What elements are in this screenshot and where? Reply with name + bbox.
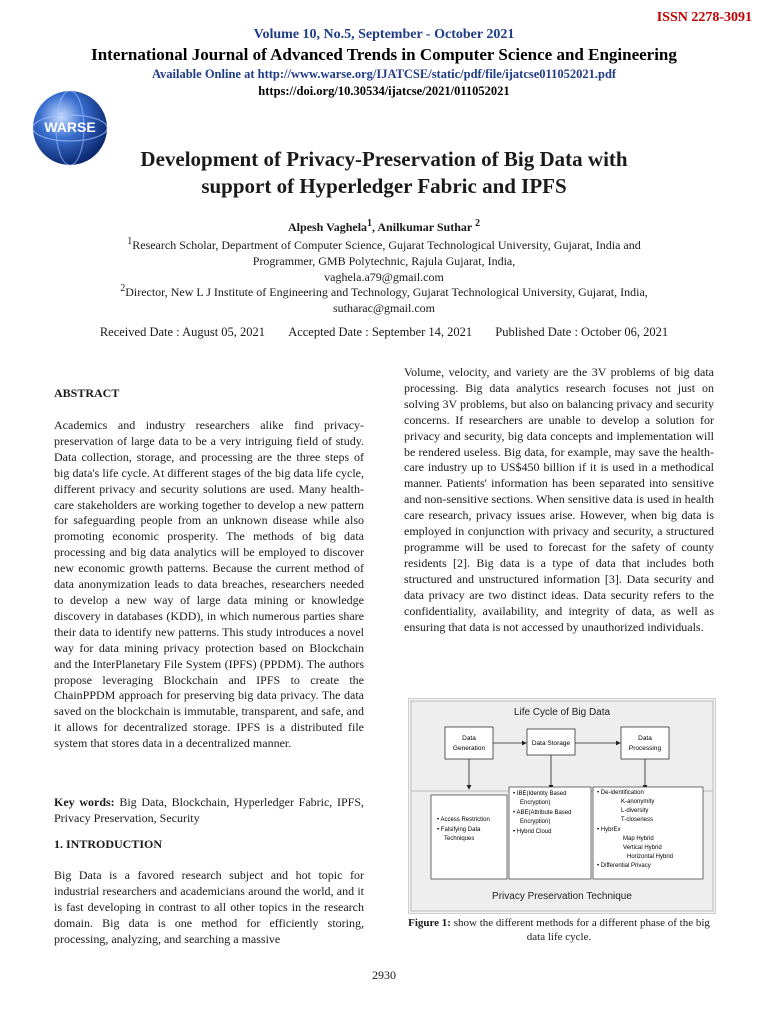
caption-label: Figure 1: [408, 917, 451, 929]
abstract-text: Academics and industry researchers alike find privacy-preservation of large data to be a very intriguing field of study. Data collection, storage, and processing are the three steps of big data's life cycle. At different stages of the big data life cycle, different privacy and security solutions are used. Many health-care stakeholders are working together to develop a new pattern for safeguarding people from an unknown disease while also promoting economic prosperity. The methods of big data processing and big data analytics will be employed to discover new economic growth patterns. Because the current method of data anonymization leads to data breaches, researchers needed to develop a new way of large data mining or knowledge discovery in databases (KDD), in which numerous parties share their data to identify new patterns. This study introduces a novel way for data mining privacy protection based on Blockchain and the InterPlanetary File System (IPFS) (PPDM). The authors propose leveraging Blockchain and IPFS to create the ChainPPDM approach for preserving big data privacy. The data saved on the blockchain is immutable, transparent, and safe, and it allows for decentralized storage. IPFS is a distributed file system that stores data in a decentralized manner. [54, 418, 364, 751]
intro-text-right: Volume, velocity, and variety are the 3V problems of big data processing. Big data analytics research focuses not just on solving 3V problems, but also on balancing privacy and security concerns. If researchers are unable to develop a solution for privacy and security, big data concepts and implementation will be rendered useless. Big data, for example, may save the health-care industry up to US$450 billion if it is used in a methodical manner. Patients' information has been separated into sensitive and non-sensitive sections. When sensitive data is used in health care research, privacy issues arise. However, when big data is employed in conjunction with privacy and security, a structured programme will be used to forecast for the safety of county residents [2]. Big data is a type of data that includes both structured and unstructured information [3]. Data security and data privacy are two distinct ideas. Data security refers to the confidentiality, availability, and integrity of data, as well as ensuring that data is not accessed by unauthorized individuals. [404, 365, 714, 634]
affil-2-sup: 2 [120, 283, 126, 294]
col1-item-2: • Falsifying Data [437, 827, 481, 833]
col1-item-1: • Access Restriction [437, 817, 490, 823]
affiliation-2 [88, 281, 680, 316]
volume-info: Volume 10, No.5, September - October 2021 [253, 27, 515, 42]
authors [0, 218, 768, 235]
col3-item-2: K-anonymity [621, 799, 655, 805]
author-1: Alpesh Vaghela [288, 220, 368, 234]
intro-text-left: Big Data is a favored research subject and hot topic for industrial researchers and academicians around the world, and it is fast developing in contrast to all other topics in the research domain. Big data is one method for efficiently storing, processing, analyzing, and searching a massive [54, 868, 364, 946]
keywords-label: Key words: [54, 795, 115, 809]
box2-label: Data Storage [531, 740, 571, 747]
figure-caption [404, 916, 714, 944]
box1-line-2: Generation [452, 745, 486, 752]
affiliation-1 [88, 234, 680, 285]
caption-text: show the different methods for a different phase of the big data life cycle. [450, 917, 710, 943]
available-online-link[interactable]: Available Online at http://www.warse.org/IJATCSE/static/pdf/file/ijatcse011052021.pdf [151, 67, 617, 81]
affil-2-line-1: Director, New L J Institute of Engineering and Technology, Gujarat Technological University, Gujarat, India, [125, 285, 648, 299]
keywords [54, 795, 364, 827]
author-separator: , [372, 220, 378, 234]
col3-item-4: T-closeness [621, 817, 654, 823]
received-date: Received Date : August 05, 2021 [99, 325, 266, 339]
box1-line-1: Data [462, 735, 476, 742]
affil-1-line-2: Programmer, GMB Polytechnic, Rajula Gujarat, India, [252, 254, 516, 268]
col3-item-3: L-diversity [621, 808, 649, 814]
data-processing-box [621, 727, 669, 759]
affil-1-email: vaghela.a79@gmail.com [324, 270, 444, 284]
author-1-sup: 1 [367, 218, 373, 229]
abstract-heading: ABSTRACT [54, 386, 120, 400]
author-2-sup: 2 [474, 218, 480, 229]
col2-item-3: • Hybrid Cloud [513, 829, 552, 835]
col3-item-7: Vertical Hybrid [623, 845, 662, 851]
keywords-text: Big Data, Blockchain, Hyperledger Fabric, IPFS, Privacy Preservation, Security [54, 795, 364, 825]
col2-item-1: • IBE(Identity Based [513, 791, 567, 797]
title-line-1: Development of Privacy-Preservation of Big Data with [140, 147, 628, 171]
data-generation-box [445, 727, 493, 759]
published-date: Published Date : October 06, 2021 [495, 325, 669, 339]
affil-1-sup: 1 [127, 236, 133, 247]
logo-text: WARSE [44, 119, 96, 135]
author-2: Anilkumar Suthar [377, 220, 475, 234]
affil-1-line-1: Research Scholar, Department of Computer Science, Gujarat Technological University, Gujarat, India and [132, 238, 641, 252]
page-number: 2930 [372, 968, 396, 982]
col3-item-9: • Differential Privacy [597, 863, 651, 869]
paper-title [80, 146, 688, 200]
journal-title: International Journal of Advanced Trends in Computer Science and Engineering [91, 45, 677, 64]
doi-link[interactable]: https://doi.org/10.30534/ijatcse/2021/011052021 [258, 84, 510, 98]
col2-item-2: • ABE(Attribute Based [513, 810, 572, 816]
dates-row [0, 325, 768, 340]
col2-item-2b: Encryption) [520, 819, 551, 825]
col3-item-5: • HybrEx [597, 827, 621, 833]
life-cycle-title: Life Cycle of Big Data [513, 707, 611, 718]
accepted-date: Accepted Date : September 14, 2021 [288, 325, 473, 339]
box3-line-1: Data [638, 735, 652, 742]
privacy-title: Privacy Preservation Technique [492, 891, 632, 902]
title-line-2: support of Hyperledger Fabric and IPFS [201, 174, 567, 198]
col3-item-1: • De-identification [597, 790, 644, 796]
col3-item-8: Horizontal Hybrid [627, 854, 674, 860]
box3-line-2: Processing [628, 745, 662, 752]
col2-item-1b: Encryption) [520, 800, 551, 806]
issn-label: ISSN 2278-3091 [656, 10, 752, 25]
affil-2-email: sutharac@gmail.com [332, 301, 436, 315]
col3-item-6: Map Hybrid [623, 836, 654, 842]
intro-heading: 1. INTRODUCTION [54, 837, 163, 851]
figure-1-diagram [408, 698, 716, 914]
col1-item-2b: Techniques [444, 836, 475, 842]
